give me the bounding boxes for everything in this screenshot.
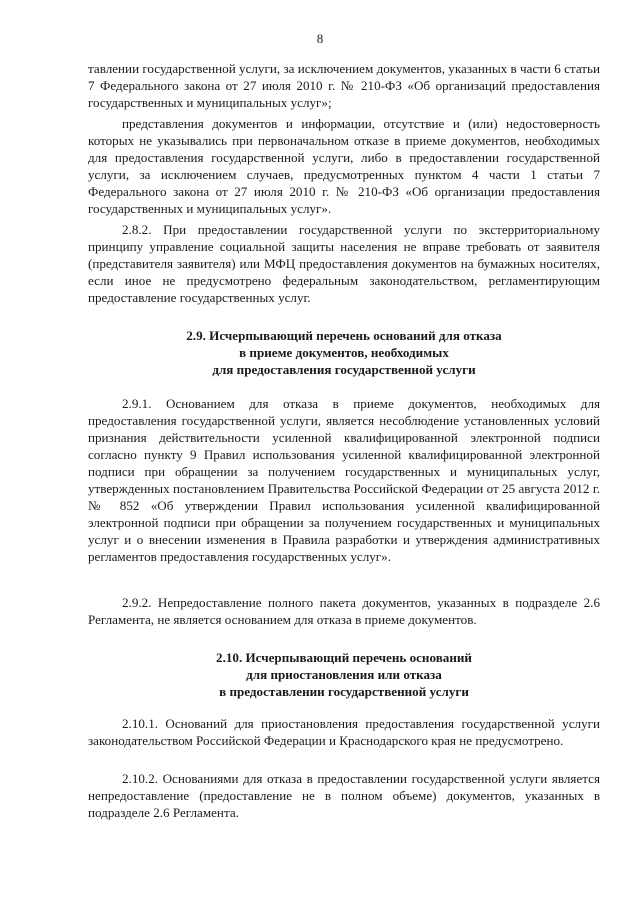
paragraph-2-9-2 (88, 594, 600, 628)
paragraph-text: 2.8.2. При предоставлении государственной услуги по экстерриториальному принципу управление социальной защиты населения не вправе требовать от заявителя (представителя заявителя) или МФЦ предоставления документов на бумажных носителях, если иное не предусмотрено федеральным законодательством, регламентирующим предоставление государственных услуг. (88, 222, 600, 305)
paragraph-text: 2.10.2. Основаниями для отказа в предоставлении государственной услуги является непредоставление (предоставление не в полном объеме) документов, указанных в подразделе 2.6 Регламента. (88, 771, 600, 820)
paragraph-2-10-1 (88, 715, 600, 749)
paragraph-continuation (88, 60, 600, 111)
paragraph-documents-info (88, 115, 600, 217)
heading-line: в предоставлении государственной услуги (219, 684, 469, 699)
paragraph-2-9-1 (88, 395, 600, 565)
paragraph-text: 2.10.1. Оснований для приостановления предоставления государственной услуги законодательством Российской Федерации и Краснодарского края не предусмотрено. (88, 716, 600, 748)
section-2-9-heading (88, 327, 600, 378)
heading-line: для приостановления или отказа (246, 667, 442, 682)
section-heading (88, 327, 600, 378)
paragraph-text: 2.9.1. Основанием для отказа в приеме документов, необходимых для предоставления государственной услуги, является несоблюдение установленных условий признания действительности усиленной квалифицированной электронной подписи согласно пункту 9 Правил использования усиленной квалифицированной электронной подписи при обращении за получением государственных и муниципальных услуг, утвержденных постановлением Правительства Российской Федерации от 25 августа 2012 г. № 852 «Об утверждении Правил использования усиленной квалифицированной электронной подписи при обращении за получением государственных и муниципальных услуг и о внесении изменения в Правила разработки и утверждения административных регламентов предоставления государственных услуг». (88, 396, 600, 564)
section-2-10-heading (88, 649, 600, 700)
section-heading (88, 649, 600, 700)
heading-line: в приеме документов, необходимых (239, 345, 449, 360)
heading-line: для предоставления государственной услуги (212, 362, 476, 377)
paragraph-text: 2.9.2. Непредоставление полного пакета документов, указанных в подразделе 2.6 Регламента, не является основанием для отказа в приеме документов. (88, 595, 600, 627)
heading-line: 2.10. Исчерпывающий перечень оснований (216, 650, 472, 665)
heading-line: 2.9. Исчерпывающий перечень оснований для отказа (186, 328, 502, 343)
page-number: 8 (316, 31, 324, 46)
paragraph-2-8-2 (88, 221, 600, 306)
paragraph-2-10-2 (88, 770, 600, 821)
paragraph-text: тавлении государственной услуги, за исключением документов, указанных в части 6 статьи 7 Федерального закона от 27 июля 2010 г. № 210-ФЗ «Об организаций предоставления государственных и муниципальных услуг»; (88, 61, 600, 110)
paragraph-text: представления документов и информации, отсутствие и (или) недостоверность которых не указывались при первоначальном отказе в приеме документов, необходимых для предоставления государственной услуги, либо в предоставлении государственной услуги, за исключением случаев, предусмотренных пунктом 4 части 1 статьи 7 Федерального закона от 27 июля 2010 г. № 210-ФЗ «Об организации предоставления государственных и муниципальных услуг». (88, 116, 600, 216)
